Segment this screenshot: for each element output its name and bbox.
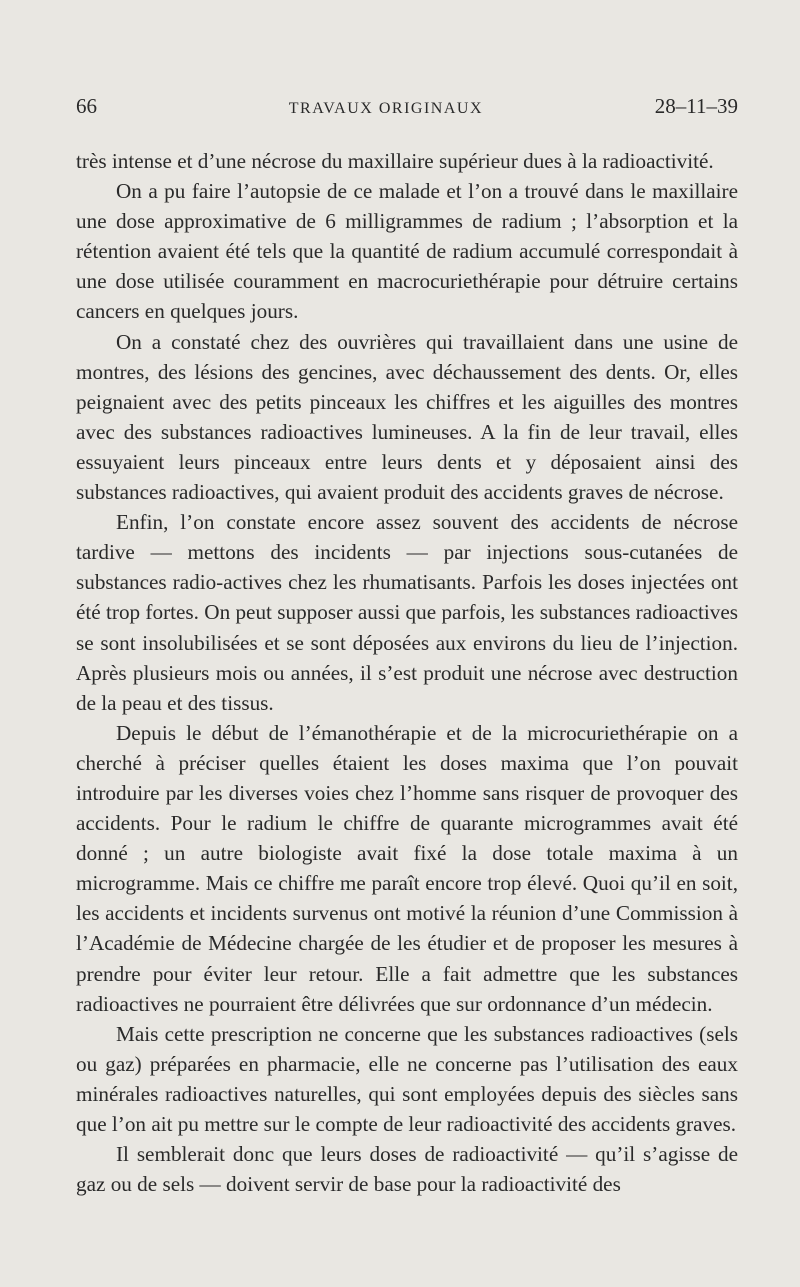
- paragraph: Il semblerait donc que leurs doses de radioactivité — qu’il s’agisse de gaz ou de sels — doivent servir de base pour la radioactivité des: [76, 1142, 738, 1197]
- issue-date: 28–11–39: [654, 94, 738, 118]
- paragraph: Mais cette prescription ne concerne que les substances radioactives (sels ou gaz) préparées en pharmacie, elle ne concerne pas l’utilisation des eaux minérales radioactives naturelles, qui sont employées depuis des siècles sans que l’on ait pu mettre sur le compte de leur radioactivité des accidents graves.: [76, 1021, 738, 1136]
- paragraph: Enfin, l’on constate encore assez souvent des accidents de nécrose tardive — mettons des incidents — par injections sous-cutanées de substances radio-actives chez les rhumatisants. Parfois les doses injectées ont été trop fortes. On peut supposer aussi que parfois, les substances radioactives se sont insolubilisées et se sont déposées aux environs du lieu de l’injection. Après plusieurs mois ou années, il s’est produit une nécrose avec destruction de la peau et des tissus.: [76, 510, 738, 715]
- paragraph: On a pu faire l’autopsie de ce malade et l’on a trouvé dans le maxillaire une dose approximative de 6 milligrammes de radium ; l’absorption et la rétention avaient été tels que la quantité de radium accumulé correspondait à une dose utilisée couramment en macrocuriethérapie pour détruire certains cancers en quelques jours.: [76, 179, 738, 324]
- page-number: 66: [76, 94, 97, 118]
- section-title: TRAVAUX ORIGINAUX: [288, 100, 483, 117]
- paragraph-continuation: très intense et d’une nécrose du maxillaire supérieur dues à la radioactivité.: [76, 149, 714, 173]
- paragraph: Depuis le début de l’émanothérapie et de la microcuriethérapie on a cherché à préciser quelles étaient les doses maxima que l’on pouvait introduire par les diverses voies chez l’homme sans risquer de provoquer des accidents. Pour le radium le chiffre de quarante microgrammes avait été donné ; un autre biologiste avait fixé la dose totale maxima à un microgramme. Mais ce chiffre me paraît encore trop élevé. Quoi qu’il en soit, les accidents et incidents survenus ont motivé la réunion d’une Commission à l’Académie de Médecine chargée de les étudier et de proposer les mesures à prendre pour éviter leur retour. Elle a fait admettre que les substances radioactives ne pourraient être délivrées que sur ordonnance d’un médecin.: [76, 720, 738, 1016]
- running-head: [76, 94, 738, 134]
- paragraph: On a constaté chez des ouvrières qui travaillaient dans une usine de montres, des lésions des gencines, avec déchaussement des dents. Or, elles peignaient avec des petits pinceaux les chiffres et les aiguilles des montres avec des substances radioactives lumineuses. A la fin de leur travail, elles essuyaient leurs pinceaux entre leurs dents et y déposaient ainsi des substances radioactives, qui avaient produit des accidents graves de nécrose.: [76, 329, 738, 505]
- body-text: [76, 146, 738, 1199]
